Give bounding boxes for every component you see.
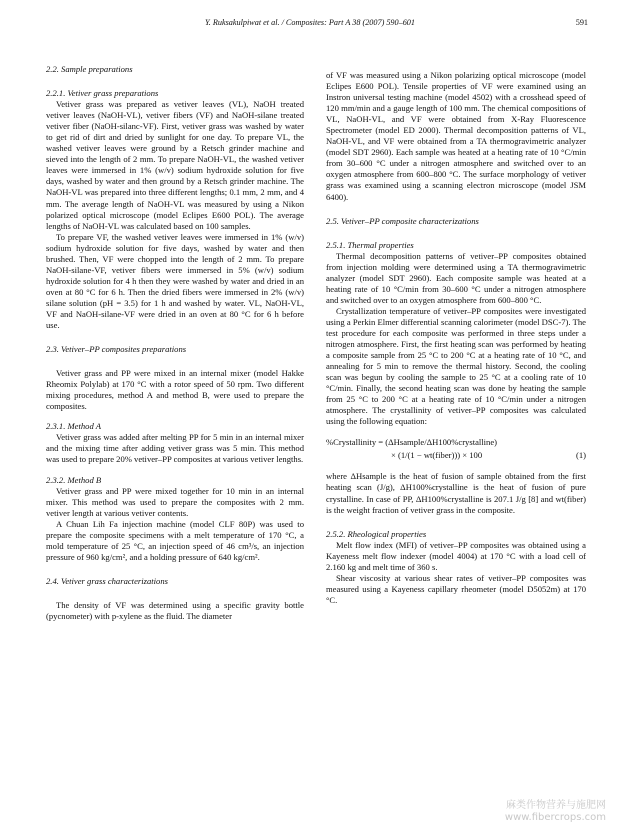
paragraph: of VF was measured using a Nikon polarizing optical microscope (model Eclipes E600 POL). Tensile properties of VF were examined using an Instron universal testing machine (model 4502) with a crosshead speed of 120 mm/min and a gauge length of 100 mm. The chemical compositions of VL, NaOH-VL, and VF were obtained from X-Ray Fluorescence Spectrometer (model ED 2000). Thermal decomposition patterns of VL, NaOH-VL, and VF were obtained from a TA thermogravimetric analyzer (model SDT 2960). Each sample was heated at a heating rate of 10 °C/min from 30–600 °C under a nitrogen atmosphere and switched over to an oxygen atmosphere from 600–800 °C. The surface morphology of vetiver grass was examined using a scanning electron microscope (model JSM 6400). [326,70,586,202]
equation-number: (1) [575,450,586,461]
paragraph: Shear viscosity at various shear rates of vetiver–PP composites was measured using a Kayeness capillary rheometer (model D5052m) at 170 °C. [326,572,586,605]
page-number: 591 [575,18,588,27]
section-heading-2-2: 2.2. Sample preparations [46,64,133,74]
paragraph: where ΔHsample is the heat of fusion of sample obtained from the first heating scan (J/g), ΔH100%crystalline is the heat of fusion of pure crystalline. In case of PP, ΔH100%crystalline is 207.1 J/g [8] and wt(fiber) is the weight fraction of vetiver grass in the composite. [326,471,586,515]
paragraph: Vetiver grass was added after melting PP for 5 min in an internal mixer and the mixing time after adding vetiver grass was 5 min. This method was used to prepare 20% vetiver–PP composites at various vetiver lengths. [46,432,304,465]
right-column [326,70,586,606]
paragraph: Vetiver grass was prepared as vetiver leaves (VL), NaOH treated vetiver leaves (NaOH-VL), vetiver fibers (VF) and NaOH-silane treated vetiver fiber (NaOH-silanc-VF). First, vetiver grass was washed by water to get rid of dirt and dried by sunlight for one day. To prepare VL, the washed vetiver leaves were ground by a Retsch grinder machine and sieved into the length of 2 mm. To prepare NaOH-VL, the washed vetiver leaves were immersed in 1% (w/v) sodium hydroxide solution for five days, washed by water and then ground by a Retsch grinder machine. The NaOH-VL was prepared into three different lengths; 0.1 mm, 2 mm, and 4 mm. The average length of NaOH-VL was measured by using a Nikon polarized optical microscope (model Eclipes E600 POL). The average lengths of NaOH-VL was calculated based on 100 samples. [46,99,304,231]
paragraph: A Chuan Lih Fa injection machine (model CLF 80P) was used to prepare the composite specimens with a melt temperature of 170 °C, a mold temperature of 25 °C, an injection speed of 46 cm³/s, an injection pressure of 960 kg/cm², and a holding pressure of 640 kg/cm². [46,518,304,562]
running-header: Y. Ruksakulpiwat et al. / Composites: Part A 38 (2007) 590–601 [205,18,415,27]
paragraph: Thermal decomposition patterns of vetiver–PP composites obtained from injection molding were determined using a TA thermogravimetric analyzer (model SDT 2960). Each composite sample was heated at a heating rate of 10 °C/min from 30–600 °C under a nitrogen atmosphere and switched over to an oxygen atmosphere from 600–800 °C. [326,250,586,305]
subsection-heading-2-5-2: 2.5.2. Rheological properties [326,528,427,539]
equation-1 [326,436,586,462]
paragraph: To prepare VF, the washed vetiver leaves were immersed in 1% (w/v) sodium hydroxide solution for five days, washed by water and then brushed. Then, VF were chopped into the length of 2 mm. To prepare NaOH-silane-VF, vetiver fibers were immersed in 5% (w/v) sodium hydroxide solution for 4 h then they were washed by water and dried in an oven at 80 °C for 6 h. Then the dried fibers were immersed in 2% (w/v) silane solution (pH = 3.5) for 1 h and washed by water. VL, NaOH-VL, VF and NaOH-silane-VF were dried in an oven at 80 °C for 6 h before use. [46,231,304,331]
subsection-heading-2-2-1: 2.2.1. Vetiver grass preparations [46,88,159,99]
section-heading-2-4: 2.4. Vetiver grass characterizations [46,575,168,586]
paragraph: Vetiver grass and PP were mixed together for 10 min in an internal mixer. This method was used to prepare the composites with 2 mm. vetiver length at various vetiver contents. [46,485,304,518]
paragraph: Melt flow index (MFI) of vetiver–PP composites was obtained using a Kayeness melt flow indexer (model 4004) at 170 °C with a load cell of 2.160 kg and melt time of 360 s. [326,539,586,572]
watermark-line-2: www.fibercrops.com [504,812,606,823]
left-column [46,64,304,622]
watermark [505,800,606,824]
subsection-heading-2-3-1: 2.3.1. Method A [46,421,101,432]
watermark-line-1: 麻类作物营养与施肥网 [506,800,606,811]
paragraph: Vetiver grass and PP were mixed in an internal mixer (model Hakke Rheomix Polylab) at 170 °C with a rotor speed of 50 rpm. Two different mixing procedures, method A and method B, were used to prepare the composites. [46,368,304,412]
subsection-heading-2-5-1: 2.5.1. Thermal properties [326,239,414,250]
section-heading-2-3: 2.3. Vetiver–PP composites preparations [46,344,187,355]
equation-line-1: %Crystallinity = (ΔHsample/ΔH100%crystalline) [326,437,498,448]
section-heading-2-5: 2.5. Vetiver–PP composite characterizations [326,215,479,226]
paragraph: The density of VF was determined using a specific gravity bottle (pycnometer) with p-xylene as the fluid. The diameter [46,599,304,621]
equation-line-2: × (1/(1 − wt(fiber))) × 100 [391,450,483,461]
subsection-heading-2-3-2: 2.3.2. Method B [46,474,102,485]
paragraph: Crystallization temperature of vetiver–PP composites were investigated using a Perkin Elmer differential scanning calorimeter (model DSC-7). The test procedure for each composite was performed in three steps under a nitrogen atmosphere. First, the first heating scan was performed by heating a composite sample from 25 °C to 200 °C at a heating rate of 10 °C, and annealing for 5 min to remove the thermal history. Second, the cooling scan was begun by cooling the sample to 25 °C at a cooling rate of 10 °C/min. Finally, the second heating scan was done by heating the sample from 25 °C to 200 °C at a heating rate of 10 °C/min under a nitrogen atmosphere. The crystallinity of vetiver–PP composites was calculated using the following equation: [326,305,586,427]
